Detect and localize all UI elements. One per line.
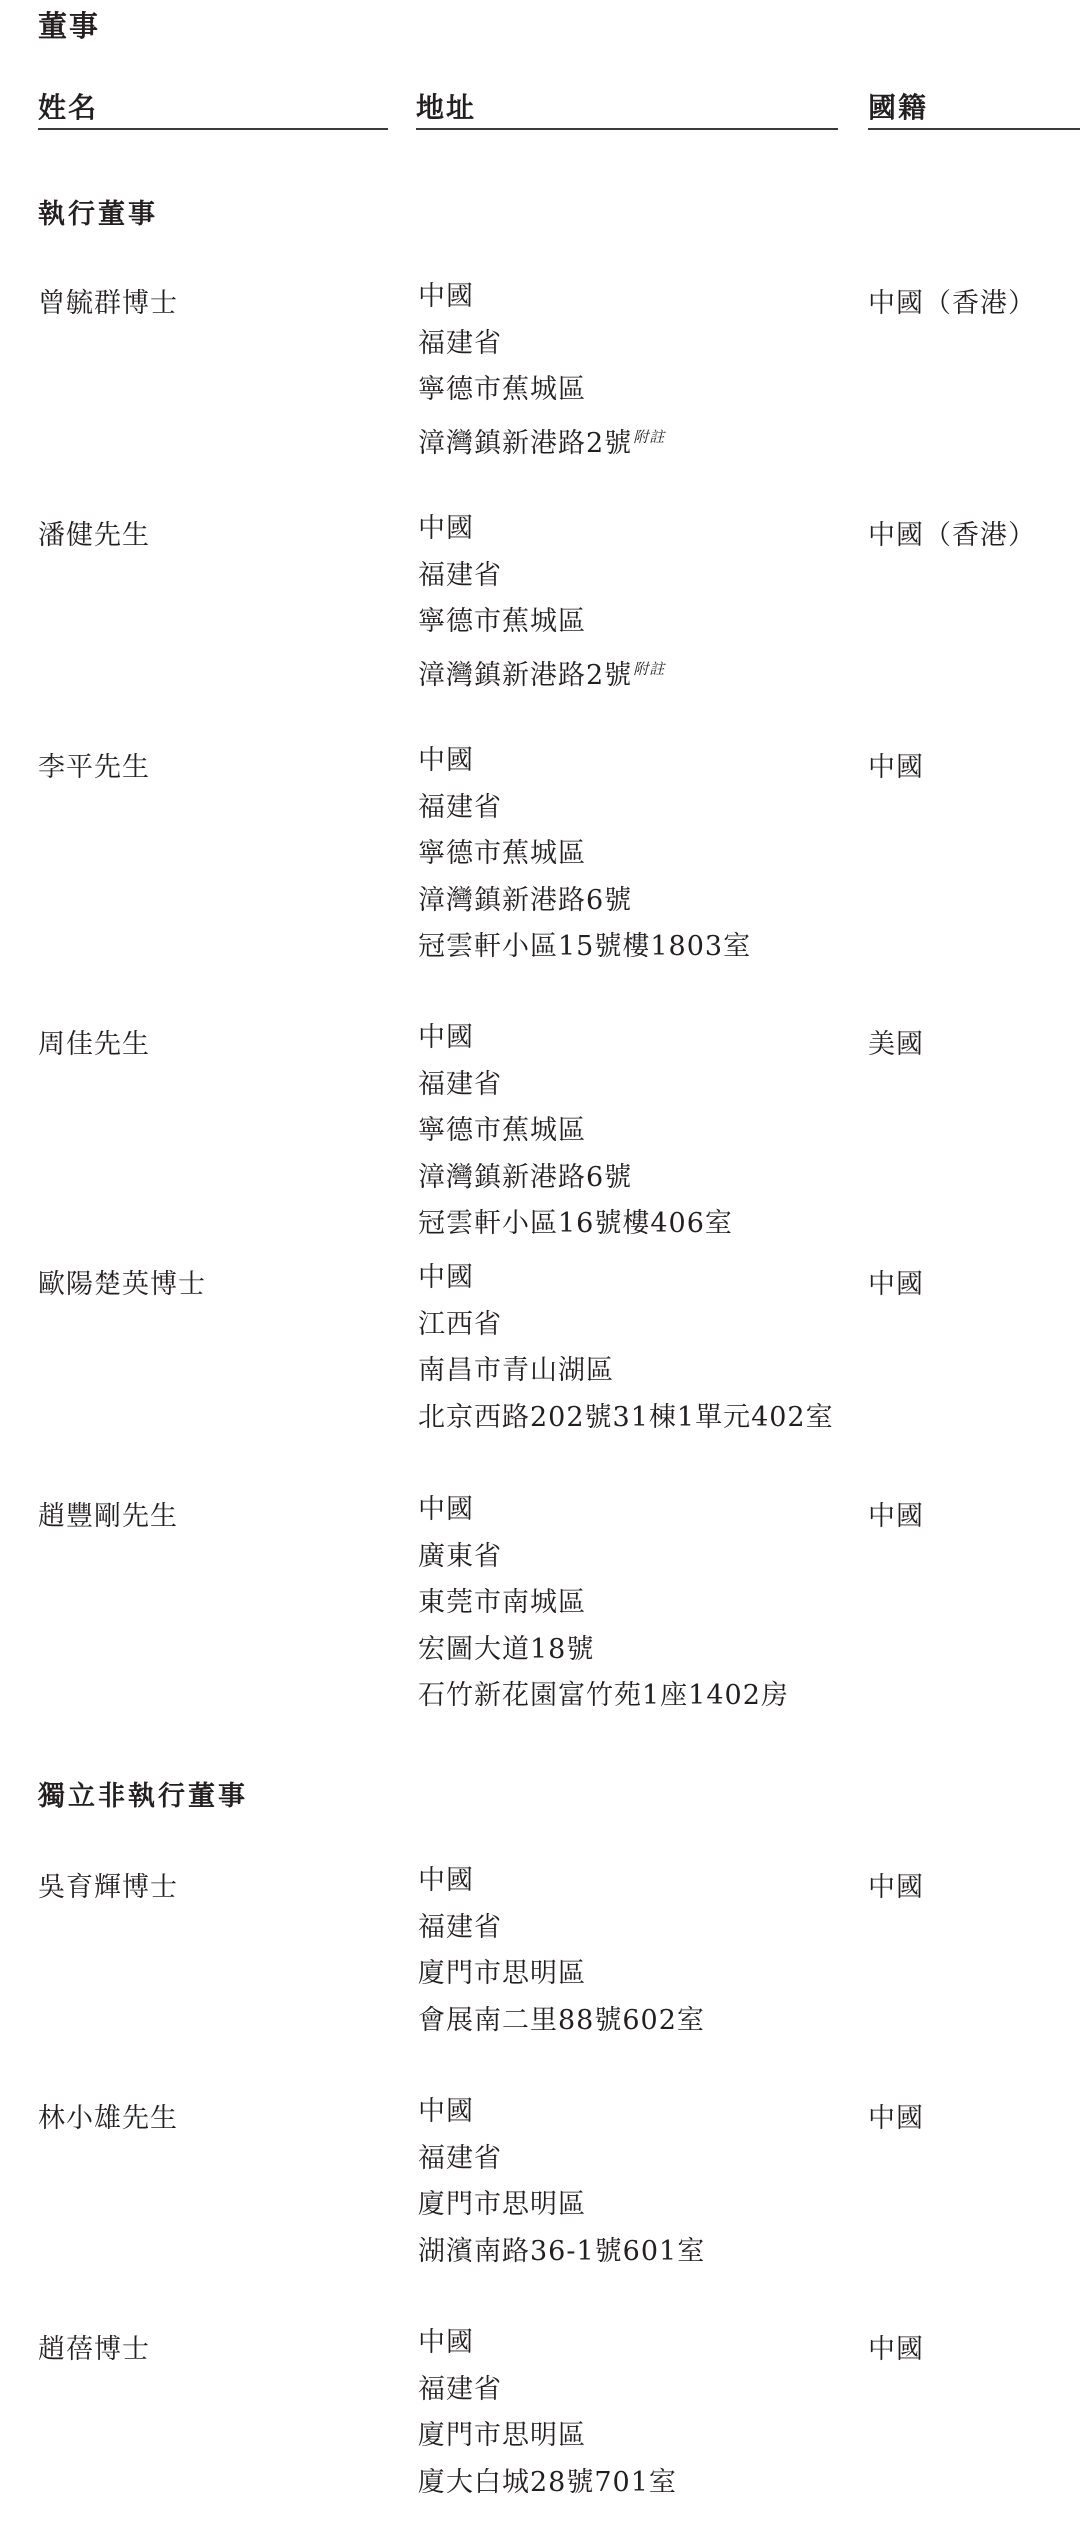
- director-address: [418, 1262, 858, 1448]
- address-line-text: 北京西路202號31棟1單元402室: [418, 1401, 834, 1433]
- director-nationality: 中國: [868, 1872, 924, 1903]
- address-line-text: 寧德市蕉城區: [418, 838, 586, 869]
- address-line-text: 廈門市思明區: [418, 1958, 586, 1989]
- address-line: [418, 1162, 858, 1209]
- director-nationality: 中國: [868, 1269, 924, 1300]
- director-address: [418, 513, 858, 699]
- address-line: [418, 1022, 858, 1069]
- address-line: [418, 885, 858, 932]
- address-line-text: 福建省: [418, 327, 502, 359]
- address-line: [418, 2143, 858, 2190]
- director-address: [418, 2096, 858, 2282]
- address-line: [418, 1402, 858, 1449]
- column-header-name: 姓名: [38, 88, 388, 130]
- address-line-text: 東莞市南城區: [418, 1587, 586, 1618]
- address-line-text: 漳灣鎮新港路2號: [418, 659, 633, 691]
- address-line-text: 福建省: [418, 1911, 502, 1943]
- address-line-text: 江西省: [418, 1308, 502, 1340]
- address-line: [418, 838, 858, 885]
- address-line-text: 中國: [418, 1022, 474, 1053]
- director-address: [418, 281, 858, 467]
- address-line-text: 湖濱南路36-1號601室: [418, 2235, 706, 2267]
- address-line-text: 福建省: [418, 2142, 502, 2174]
- address-line: [418, 1541, 858, 1588]
- address-line-text: 廈門市思明區: [418, 2189, 586, 2220]
- address-line-text: 宏圖大道18號: [418, 1633, 595, 1665]
- address-line: [418, 2236, 858, 2283]
- address-line: [418, 1912, 858, 1959]
- address-line: [418, 1634, 858, 1681]
- address-line: [418, 1115, 858, 1162]
- address-line: [418, 374, 858, 421]
- address-line-text: 廈大白城28號701室: [418, 2466, 677, 2498]
- column-header-address: 地址: [416, 88, 838, 130]
- address-line-text: 中國: [418, 1494, 474, 1525]
- address-line: [418, 606, 858, 653]
- director-address: [418, 1865, 858, 2051]
- address-line-text: 中國: [418, 2327, 474, 2358]
- address-line: [418, 1494, 858, 1541]
- address-line-text: 冠雲軒小區15號樓1803室: [418, 931, 752, 962]
- address-line-text: 漳灣鎮新港路2號: [418, 427, 633, 459]
- address-line: [418, 653, 858, 700]
- address-line: [418, 2005, 858, 2052]
- column-header-nationality: 國籍: [868, 88, 1080, 130]
- address-line: [418, 1958, 858, 2005]
- note-marker: 附註: [633, 659, 666, 678]
- director-name: 吳育輝博士: [38, 1872, 178, 1903]
- address-line: [418, 1680, 858, 1727]
- address-line-text: 南昌市青山湖區: [418, 1355, 614, 1386]
- director-nationality: 中國: [868, 752, 924, 783]
- address-line: [418, 2420, 858, 2467]
- address-line: [418, 2374, 858, 2421]
- address-line-text: 冠雲軒小區16號樓406室: [418, 1208, 733, 1239]
- address-line-text: 寧德市蕉城區: [418, 374, 586, 405]
- address-line: [418, 745, 858, 792]
- address-line: [418, 1355, 858, 1402]
- section-title-independent: 獨立非執行董事: [38, 1781, 248, 1812]
- address-line-text: 寧德市蕉城區: [418, 1115, 586, 1146]
- director-address: [418, 2327, 858, 2513]
- address-line: [418, 560, 858, 607]
- director-name: 趙豐剛先生: [38, 1501, 178, 1532]
- address-line: [418, 281, 858, 328]
- address-line: [418, 328, 858, 375]
- address-line-text: 漳灣鎮新港路6號: [418, 884, 633, 916]
- director-name: 李平先生: [38, 752, 150, 783]
- address-line-text: 中國: [418, 2096, 474, 2127]
- address-line-text: 石竹新花園富竹苑1座1402房: [418, 1680, 789, 1711]
- section-title-executive: 執行董事: [38, 199, 158, 230]
- address-line-text: 寧德市蕉城區: [418, 606, 586, 637]
- address-line: [418, 421, 858, 468]
- address-line-text: 廣東省: [418, 1540, 502, 1572]
- director-nationality: 美國: [868, 1029, 924, 1060]
- director-name: 曾毓群博士: [38, 288, 178, 319]
- director-name: 歐陽楚英博士: [38, 1269, 206, 1300]
- director-name: 趙蓓博士: [38, 2334, 150, 2365]
- address-line: [418, 1865, 858, 1912]
- address-line: [418, 1309, 858, 1356]
- address-line-text: 中國: [418, 513, 474, 544]
- address-line: [418, 1262, 858, 1309]
- address-line: [418, 513, 858, 560]
- address-line-text: 會展南二里88號602室: [418, 2004, 705, 2036]
- address-line-text: 中國: [418, 1865, 474, 1896]
- director-name: 林小雄先生: [38, 2103, 178, 2134]
- director-nationality: 中國（香港）: [868, 288, 1036, 319]
- address-line: [418, 2327, 858, 2374]
- director-address: [418, 1494, 858, 1727]
- address-line: [418, 792, 858, 839]
- director-nationality: 中國: [868, 2334, 924, 2365]
- page-title: 董事: [38, 9, 101, 43]
- director-address: [418, 745, 858, 978]
- note-marker: 附註: [633, 427, 666, 446]
- address-line: [418, 2189, 858, 2236]
- address-line: [418, 1587, 858, 1634]
- director-name: 周佳先生: [38, 1029, 150, 1060]
- director-nationality: 中國: [868, 2103, 924, 2134]
- address-line-text: 福建省: [418, 1068, 502, 1100]
- address-line-text: 廈門市思明區: [418, 2420, 586, 2451]
- address-line-text: 中國: [418, 281, 474, 312]
- director-address: [418, 1022, 858, 1255]
- address-line: [418, 1208, 858, 1255]
- address-line-text: 中國: [418, 1262, 474, 1293]
- address-line: [418, 2096, 858, 2143]
- address-line: [418, 2467, 858, 2514]
- address-line: [418, 931, 858, 978]
- address-line-text: 漳灣鎮新港路6號: [418, 1161, 633, 1193]
- director-nationality: 中國（香港）: [868, 520, 1036, 551]
- address-line-text: 福建省: [418, 559, 502, 591]
- address-line-text: 福建省: [418, 791, 502, 823]
- address-line-text: 中國: [418, 745, 474, 776]
- address-line: [418, 1069, 858, 1116]
- director-nationality: 中國: [868, 1501, 924, 1532]
- address-line-text: 福建省: [418, 2373, 502, 2405]
- director-name: 潘健先生: [38, 520, 150, 551]
